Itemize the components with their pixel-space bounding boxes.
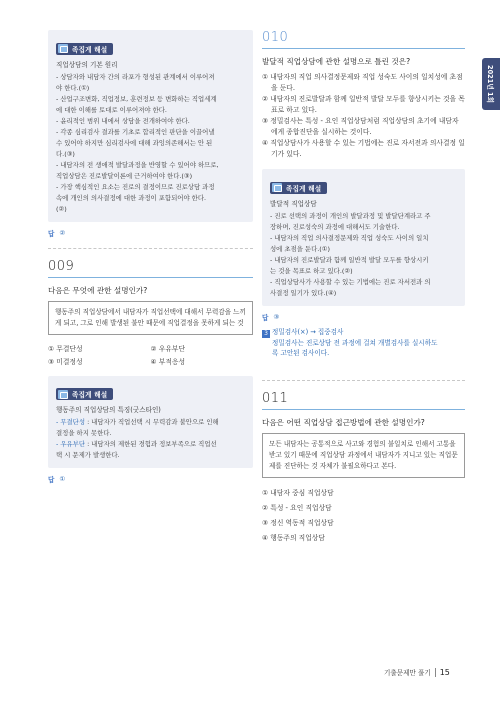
- year-side-tab[interactable]: [482, 58, 500, 110]
- question-text-010: 발달적 직업상담에 관한 설명으로 틀린 것은?: [262, 57, 411, 66]
- explanation-text: : 내담자의 제한된 경험과 정보부족으로 직업선: [85, 440, 217, 448]
- correction-note: [262, 327, 465, 358]
- explanation-line: 다.(③): [56, 149, 75, 158]
- option-2[interactable]: ② 우유부단: [150, 344, 186, 353]
- question-rule: [48, 277, 253, 278]
- explanation-lines: [56, 72, 245, 215]
- answer-value: ①: [59, 475, 66, 483]
- explanation-badge-label: 족집게 해설: [72, 391, 108, 399]
- option-4[interactable]: ④ 직업상담사가 사용할 수 있는 기법에는 진로 자서전과 의사결정 일기가 있다.: [262, 139, 465, 158]
- explanation-line: 야 한다.(①): [56, 83, 90, 92]
- explanation-line: 속에 개인의 의사결정에 대한 과정이 포함되어야 한다.: [56, 193, 207, 202]
- explanation-line: - 각종 심리검사 결과를 기초로 합리적인 판단을 이끌어낼: [56, 127, 215, 136]
- explanation-text: : 내담자가 직업선택 시 무력감과 불안으로 인해: [85, 418, 219, 426]
- explanation-heading: 행동주의 직업상담의 특징(굿스타인): [56, 406, 161, 414]
- question-number-009: 009: [48, 258, 75, 274]
- question-stem-011: 모든 내담자는 공통적으로 사고와 경험의 불일치로 인해서 고통을 받고 있기 때문에 직업상담 과정에서 내담자가 지니고 있는 직업문제를 진단하는 것 자체가 불필요하다고 본다.: [262, 433, 465, 478]
- answer-label: 답: [262, 313, 269, 322]
- explanation-box-008: [48, 30, 253, 222]
- option-3[interactable]: ③ 정신 역동적 직업상담: [262, 518, 334, 527]
- option-3[interactable]: ③ 미결정성: [48, 357, 83, 366]
- options-010: [262, 72, 465, 160]
- page-footer: [384, 667, 450, 677]
- footer-divider: [435, 668, 436, 677]
- question-stem-009: 행동주의 직업상담에서 내담자가 직업선택에 대해서 무력감을 느끼게 되고, 그로 인해 발생된 불안 때문에 직업결정을 못하게 되는 것: [48, 301, 253, 335]
- answer-value: ②: [59, 228, 66, 237]
- explanation-line: 사결정 일기가 있다.(④): [270, 288, 337, 297]
- explanation-lines: [270, 211, 457, 299]
- question-rule: [262, 48, 465, 49]
- explanation-badge-label: 족집게 해설: [72, 45, 108, 54]
- explanation-line: - 진로 선택의 과정이 개인의 발달과정 및 발달단계라고 주: [270, 211, 431, 220]
- note-line-1: 3 정밀검사(×) → 집중검사: [262, 327, 465, 338]
- explanation-box-010: [262, 169, 465, 306]
- explanation-heading: 발달적 직업상담: [270, 199, 317, 208]
- question-number-011: 011: [262, 390, 289, 406]
- explanation-line: - 상담자와 내담자 간의 라포가 형성된 관계에서 이루어져: [56, 72, 215, 81]
- explanation-line: - 윤리적인 범위 내에서 상담을 전개하여야 한다.: [56, 116, 190, 125]
- side-tab-label: 2021년 1회: [486, 65, 494, 103]
- question-text-011: 다음은 어떤 직업상담 접근방법에 관한 설명인가?: [262, 417, 425, 427]
- question-number-010: 010: [262, 30, 289, 45]
- answer-label: 답: [48, 476, 55, 484]
- question-rule: [262, 409, 465, 410]
- explanation-badge: [56, 43, 113, 55]
- explanation-text: 결정을 하지 못한다.: [56, 429, 112, 437]
- divider: [48, 248, 253, 249]
- answer-010: [262, 312, 465, 322]
- explanation-line: [56, 450, 245, 461]
- note-line-2: 정밀검사는 진로상담 전 과정에 걸쳐 개별검사를 실시하도: [272, 338, 438, 347]
- option-4[interactable]: ④ 부적응성: [150, 357, 186, 366]
- options-011: [262, 486, 465, 546]
- explanation-line: 는 것을 목표로 하고 있다.(②): [270, 266, 353, 275]
- explanation-term: - 우유부단: [56, 440, 86, 448]
- explanation-line: [56, 417, 245, 428]
- explanation-box-009: [48, 376, 253, 469]
- explanation-line: - 내담자의 전 생애적 발달과정을 반영할 수 있어야 하므로,: [56, 160, 219, 169]
- divider: [262, 380, 465, 381]
- page-number: 15: [439, 667, 450, 677]
- explanation-line: 직업상담은 진로발달이론에 근거하여야 한다.(③): [56, 171, 193, 180]
- answer-label: 답: [48, 229, 55, 238]
- answer-008: [48, 228, 253, 238]
- explanation-icon: [58, 390, 68, 399]
- option-4[interactable]: ④ 행동주의 직업상담: [262, 533, 325, 542]
- answer-009: [48, 474, 253, 484]
- number-badge-icon: 3: [262, 330, 270, 338]
- option-2[interactable]: ② 특성 - 요인 직업상담: [262, 503, 332, 512]
- explanation-line: [56, 439, 245, 450]
- explanation-line: 에 대한 이해를 토대로 이루어져야 한다.: [56, 105, 167, 114]
- explanation-badge: [270, 182, 327, 194]
- explanation-line: - 직업상담사가 사용할 수 있는 기법에는 진로 자서전과 의: [270, 277, 431, 286]
- explanation-lines: [56, 417, 245, 461]
- question-text-009: 다음은 무엇에 관한 설명인가?: [48, 285, 148, 295]
- explanation-badge: [56, 388, 113, 400]
- option-1[interactable]: ① 무결단성: [48, 344, 83, 353]
- explanation-line: - 산업구조변화, 직업정보, 훈련정보 등 변화하는 직업세계: [56, 94, 217, 103]
- explanation-line: 성에 초점을 둔다.(①): [270, 244, 331, 253]
- explanation-line: (②): [56, 204, 67, 213]
- explanation-line: 수 있어야 하지만 심리검사에 대해 과잉의존해서는 안 된: [56, 138, 213, 147]
- footer-title: 기출문제만 풀기: [384, 669, 431, 677]
- explanation-icon: [58, 44, 68, 53]
- explanation-badge-label: 족집게 해설: [286, 184, 322, 193]
- left-column: [48, 30, 253, 484]
- explanation-line: - 내담자의 직업 의사결정문제와 직업 성숙도 사이의 일치: [270, 233, 429, 242]
- explanation-line: - 내담자의 진로발달과 함께 일반적 발달 모두를 향상시키: [270, 255, 429, 264]
- option-1[interactable]: ① 내담자의 직업 의사결정문제와 직업 성숙도 사이의 일치성에 초점을 둔다.: [262, 73, 463, 92]
- option-2[interactable]: ② 내담자의 진로발달과 함께 일반적 발달 모두를 향상시키는 것을 목표로 하고 있다.: [262, 95, 465, 114]
- explanation-term: - 무결단성: [56, 418, 86, 426]
- explanation-icon: [272, 183, 282, 192]
- note-line-3: 록 고안된 검사이다.: [272, 348, 330, 357]
- options-009: [48, 343, 253, 366]
- option-1[interactable]: ① 내담자 중심 직업상담: [262, 488, 334, 497]
- explanation-text: 택 시 문제가 발생한다.: [56, 451, 120, 459]
- explanation-line: 장하며, 진로성숙의 과정에 대해서도 기술한다.: [270, 222, 400, 231]
- answer-value: ③: [273, 312, 280, 321]
- explanation-heading: 직업상담의 기본 원리: [56, 60, 118, 69]
- right-column: [262, 30, 465, 546]
- option-3[interactable]: ③ 정밀검사는 특성 - 요인 직업상담처럼 직업상담의 초기에 내담자에게 종합진단을 실시하는 것이다.: [262, 117, 459, 136]
- explanation-line: [56, 428, 245, 439]
- explanation-line: - 가장 핵심적인 요소는 진로의 결정이므로 진로상담 과정: [56, 182, 215, 191]
